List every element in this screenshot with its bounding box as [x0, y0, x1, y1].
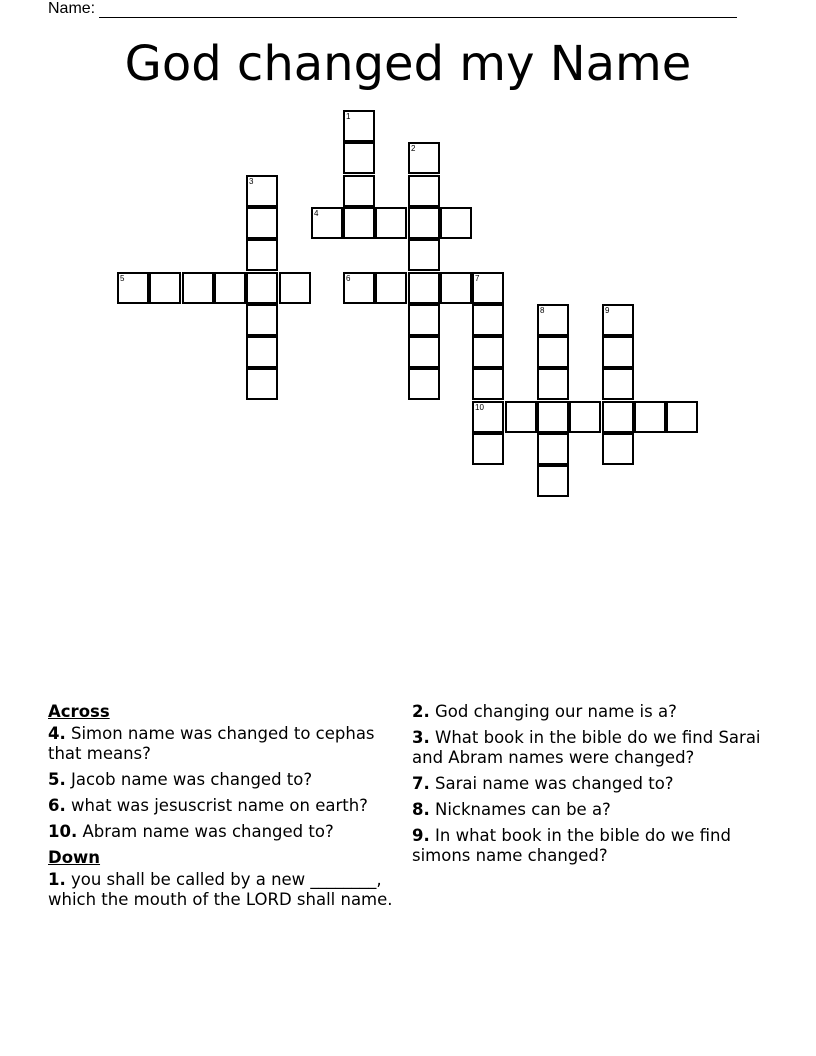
clue-number: 9.: [412, 826, 430, 845]
crossword-cell-2[interactable]: [408, 142, 440, 174]
clue-down-2: [412, 702, 782, 722]
crossword-cell[interactable]: [666, 401, 698, 433]
crossword-cell[interactable]: [246, 207, 278, 239]
crossword-cell-6[interactable]: [343, 272, 375, 304]
clue-number: 10.: [48, 822, 78, 841]
clue-number-label: 7: [475, 274, 480, 283]
crossword-cell[interactable]: [602, 433, 634, 465]
crossword-cell-10[interactable]: [472, 401, 504, 433]
clue-across-10: [48, 822, 408, 842]
crossword-cell[interactable]: [214, 272, 246, 304]
clue-number: 3.: [412, 728, 430, 747]
clue-down-7: [412, 774, 782, 794]
crossword-cell[interactable]: [472, 336, 504, 368]
clue-number: 6.: [48, 796, 66, 815]
crossword-cell[interactable]: [569, 401, 601, 433]
crossword-cell-7[interactable]: [472, 272, 504, 304]
clue-number-label: 5: [120, 274, 125, 283]
crossword-cell[interactable]: [408, 304, 440, 336]
clue-number: 4.: [48, 724, 66, 743]
crossword-cell[interactable]: [472, 368, 504, 400]
clue-number: 1.: [48, 870, 66, 889]
clue-text: Nicknames can be a?: [435, 800, 611, 819]
clue-down-1: [48, 870, 408, 910]
crossword-cell[interactable]: [537, 368, 569, 400]
clue-down-8: [412, 800, 782, 820]
crossword-cell[interactable]: [408, 239, 440, 271]
crossword-cell[interactable]: [246, 239, 278, 271]
clue-text: God changing our name is a?: [435, 702, 677, 721]
clue-text: Jacob name was changed to?: [71, 770, 313, 789]
crossword-cell[interactable]: [375, 207, 407, 239]
crossword-cell-5[interactable]: [117, 272, 149, 304]
crossword-cell[interactable]: [408, 336, 440, 368]
name-label: Name:: [48, 0, 96, 17]
crossword-cell[interactable]: [537, 336, 569, 368]
clue-text: what was jesuscrist name on earth?: [71, 796, 368, 815]
crossword-cell[interactable]: [182, 272, 214, 304]
crossword-cell[interactable]: [246, 336, 278, 368]
crossword-cell[interactable]: [537, 401, 569, 433]
clue-number-label: 4: [314, 209, 319, 218]
clue-across-4: [48, 724, 408, 764]
clue-number: 5.: [48, 770, 66, 789]
crossword-cell[interactable]: [149, 272, 181, 304]
clue-number-label: 10: [475, 403, 484, 412]
clue-number-label: 1: [346, 112, 351, 121]
clue-number: 8.: [412, 800, 430, 819]
crossword-cell[interactable]: [537, 433, 569, 465]
crossword-cell[interactable]: [602, 401, 634, 433]
crossword-cell[interactable]: [246, 272, 278, 304]
clue-text: you shall be called by a new ________, which the mouth of the LORD shall name.: [48, 870, 393, 909]
down-heading: Down: [48, 848, 101, 867]
clue-text: Abram name was changed to?: [82, 822, 334, 841]
clue-text: Sarai name was changed to?: [435, 774, 674, 793]
crossword-cell[interactable]: [440, 272, 472, 304]
clue-number-label: 8: [540, 306, 545, 315]
across-heading: Across: [48, 702, 110, 721]
clue-across-6: [48, 796, 408, 816]
crossword-cell-3[interactable]: [246, 175, 278, 207]
clue-across-5: [48, 770, 408, 790]
clue-number-label: 6: [346, 274, 351, 283]
crossword-cell[interactable]: [343, 142, 375, 174]
crossword-cell[interactable]: [408, 207, 440, 239]
crossword-cell[interactable]: [408, 175, 440, 207]
clue-number-label: 2: [411, 144, 416, 153]
crossword-cell[interactable]: [279, 272, 311, 304]
crossword-cell[interactable]: [602, 336, 634, 368]
crossword-cell[interactable]: [440, 207, 472, 239]
crossword-cell[interactable]: [472, 433, 504, 465]
clue-text: What book in the bible do we find Sarai and Abram names were changed?: [412, 728, 761, 767]
page-title: God changed my Name: [124, 36, 692, 92]
crossword-cell-4[interactable]: [311, 207, 343, 239]
crossword-cell[interactable]: [505, 401, 537, 433]
crossword-cell[interactable]: [343, 207, 375, 239]
crossword-cell[interactable]: [634, 401, 666, 433]
crossword-cell-1[interactable]: [343, 110, 375, 142]
clues-left-column: [48, 702, 408, 916]
crossword-cell[interactable]: [246, 304, 278, 336]
crossword-cell[interactable]: [602, 368, 634, 400]
crossword-cell-8[interactable]: [537, 304, 569, 336]
crossword-cell[interactable]: [246, 368, 278, 400]
clue-text: Simon name was changed to cephas that means?: [48, 724, 375, 763]
clue-number: 7.: [412, 774, 430, 793]
crossword-cell[interactable]: [537, 465, 569, 497]
clue-number: 2.: [412, 702, 430, 721]
crossword-grid: [0, 0, 816, 480]
crossword-cell-9[interactable]: [602, 304, 634, 336]
crossword-cell[interactable]: [375, 272, 407, 304]
crossword-cell[interactable]: [408, 368, 440, 400]
clue-number-label: 3: [249, 177, 254, 186]
clue-number-label: 9: [605, 306, 610, 315]
clue-text: In what book in the bible do we find simons name changed?: [412, 826, 731, 865]
clue-down-9: [412, 826, 782, 866]
crossword-cell[interactable]: [408, 272, 440, 304]
crossword-cell[interactable]: [343, 175, 375, 207]
crossword-cell[interactable]: [472, 304, 504, 336]
clues-right-column: [412, 702, 782, 872]
clue-down-3: [412, 728, 782, 768]
